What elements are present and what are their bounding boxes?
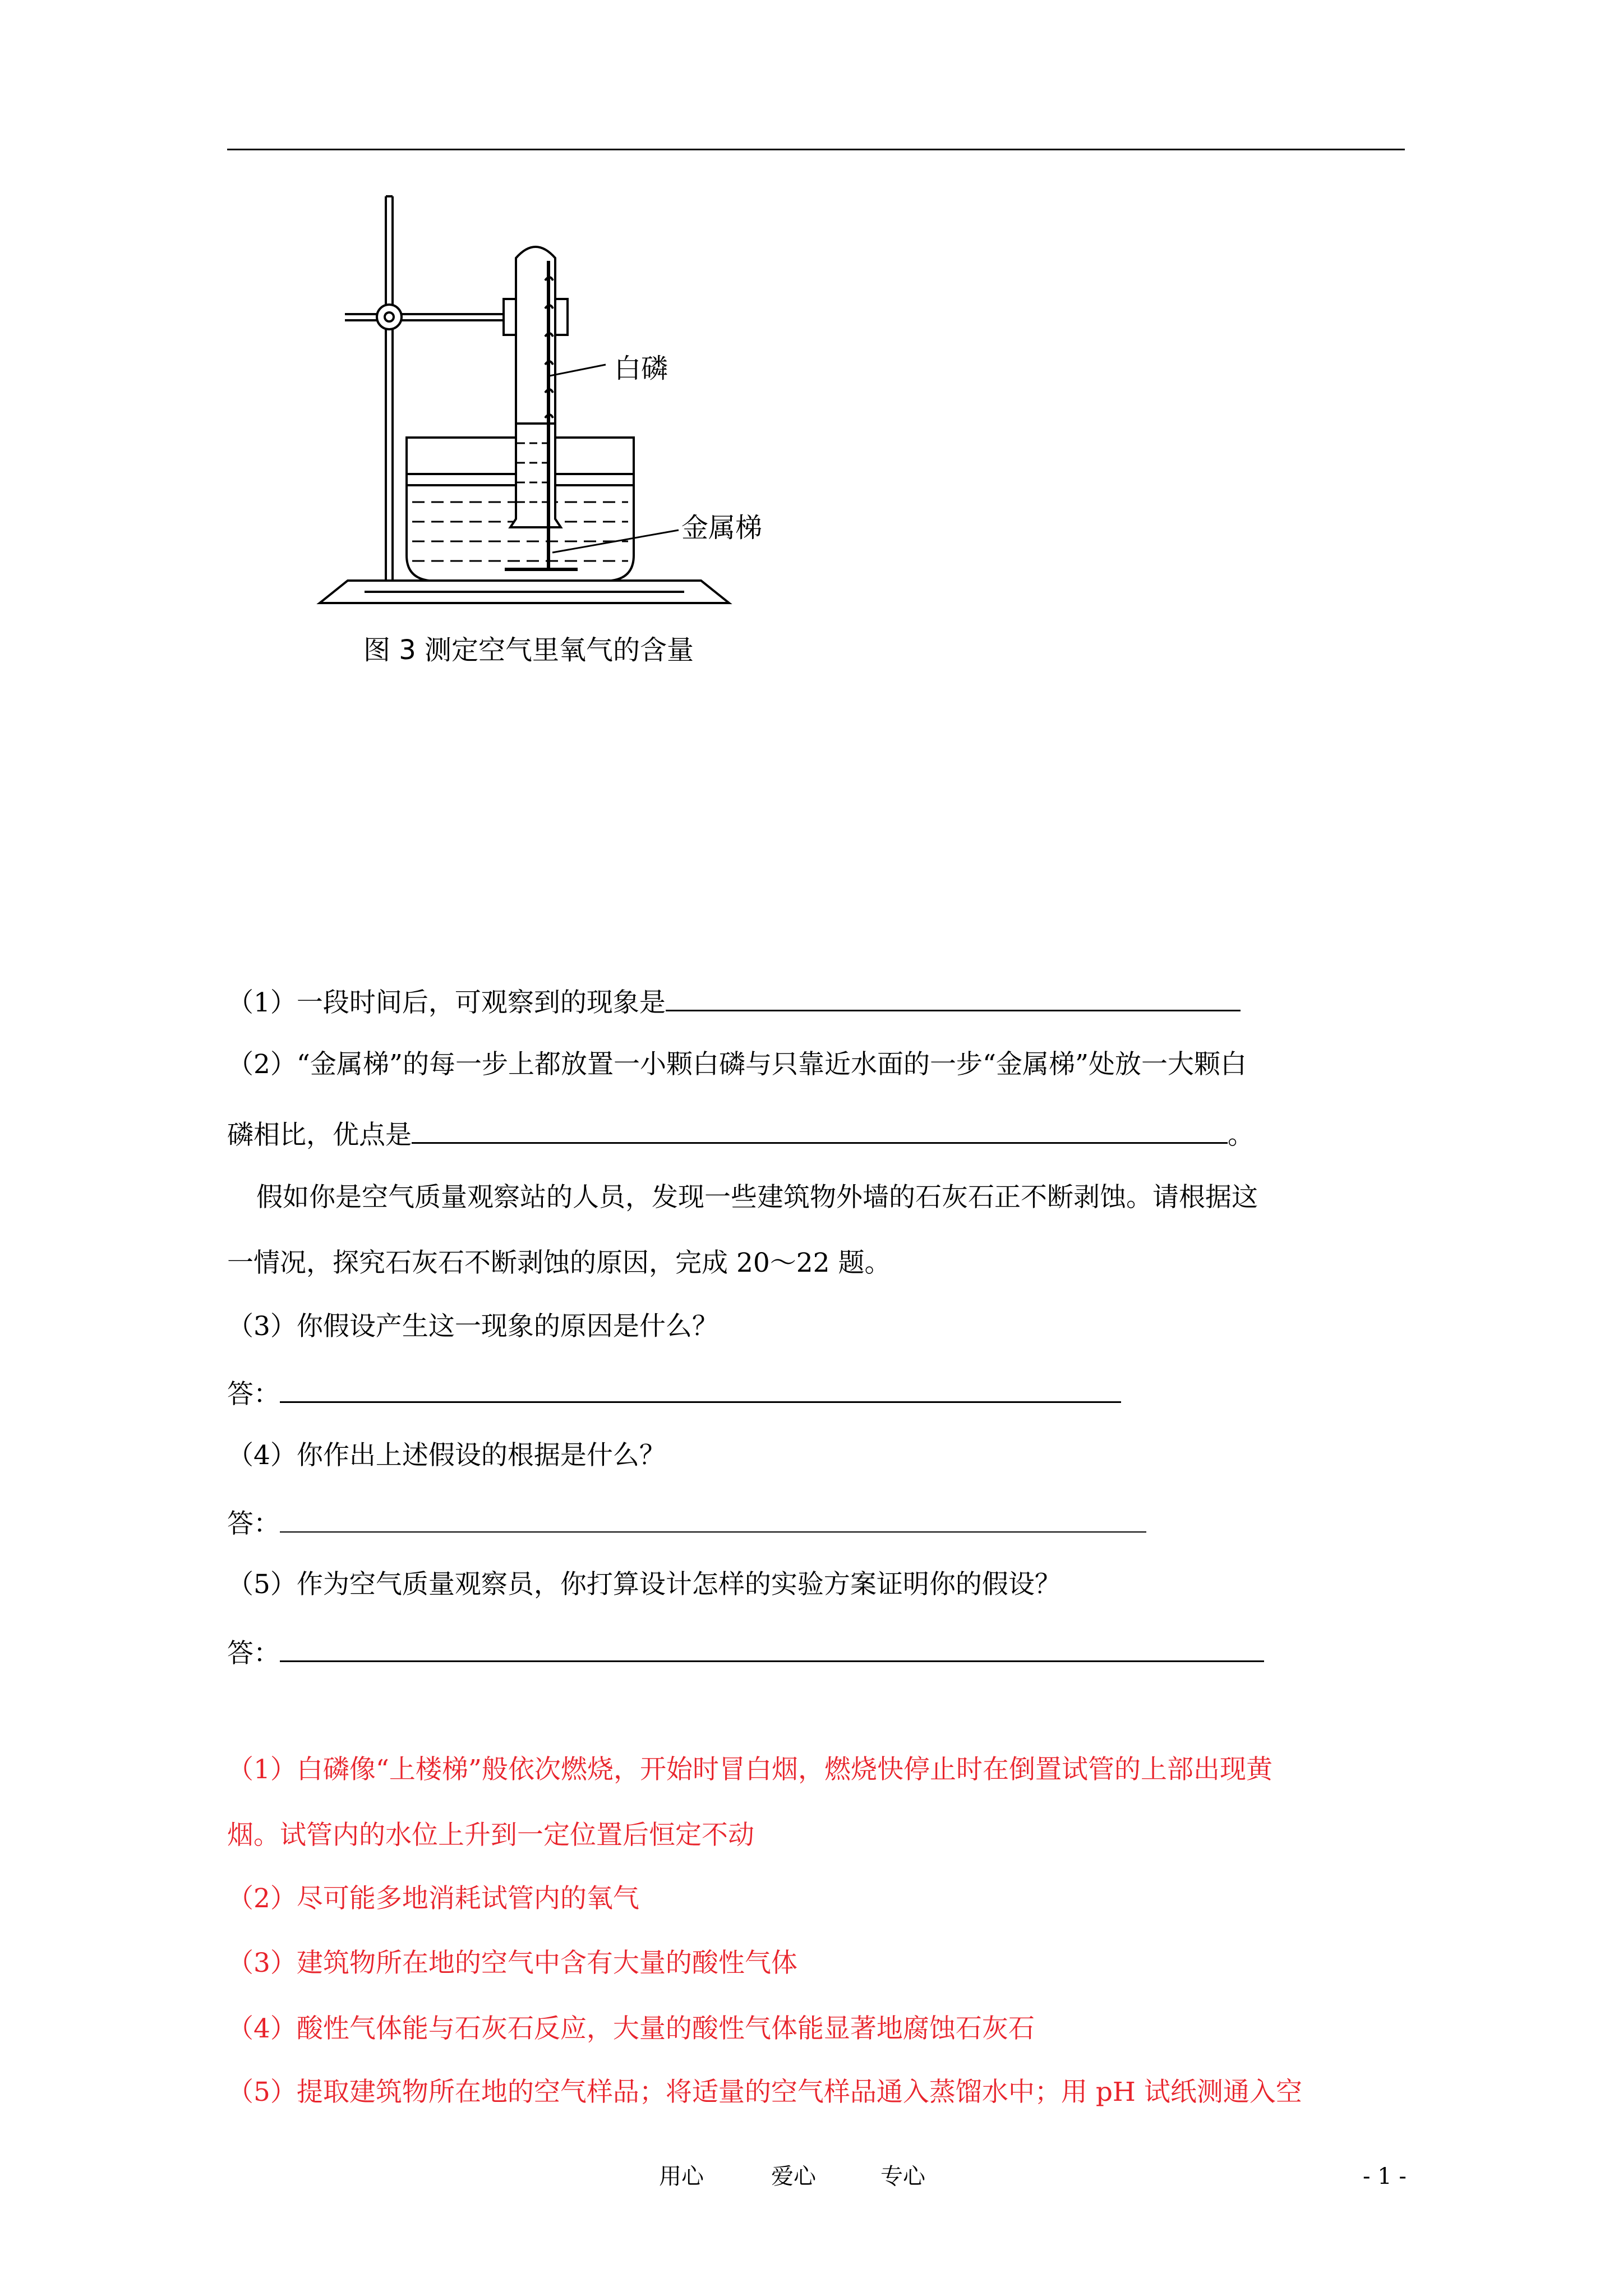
footer-item-3: 专心	[880, 2164, 925, 2189]
question-3: （3）你假设产生这一现象的原因是什么？	[227, 1311, 718, 1342]
question-4-answer-prefix: 答：	[227, 1508, 280, 1539]
question-1-blank[interactable]	[666, 983, 1241, 1011]
question-3-answer-blank[interactable]	[280, 1374, 1121, 1403]
question-4-answer	[227, 1504, 1146, 1541]
question-2-line1: （2）“金属梯”的每一步上都放置一小颗白磷与只靠近水面的一步“金属梯”处放一大颗白	[227, 1049, 1247, 1080]
figure-caption: 图 3 测定空气里氧气的含量	[363, 634, 694, 666]
question-2-line2	[227, 1115, 1254, 1152]
question-1-text: （1）一段时间后，可观察到的现象是	[227, 987, 666, 1018]
figure-label-ladder: 金属梯	[681, 512, 763, 544]
question-5-answer	[227, 1634, 1264, 1671]
answer-3: （3）建筑物所在地的空气中含有大量的酸性气体	[227, 1948, 797, 1978]
intro-line1: 假如你是空气质量观察站的人员，发现一些建筑物外墙的石灰石正不断剥蚀。请根据这	[256, 1182, 1258, 1213]
question-5-answer-prefix: 答：	[227, 1638, 280, 1669]
answer-5: （5）提取建筑物所在地的空气样品；将适量的空气样品通入蒸馏水中；用 pH 试纸测通入空	[227, 2077, 1302, 2108]
question-1	[227, 983, 1241, 1020]
figure-label-phosphorus: 白磷	[614, 353, 668, 384]
answer-1-line2: 烟。试管内的水位上升到一定位置后恒定不动	[227, 1820, 754, 1851]
question-3-answer-prefix: 答：	[227, 1379, 280, 1410]
question-2-text: 磷相比，优点是	[227, 1120, 412, 1151]
page-number: - 1 -	[1363, 2164, 1407, 2189]
question-5: （5）作为空气质量观察员，你打算设计怎样的实验方案证明你的假设？	[227, 1569, 1061, 1600]
answer-1-line1: （1）白磷像“上楼梯”般依次燃烧，开始时冒白烟，燃烧快停止时在倒置试管的上部出现黄	[227, 1754, 1272, 1785]
question-2-end: 。	[1228, 1120, 1254, 1151]
question-5-answer-blank[interactable]	[280, 1634, 1264, 1662]
answer-2: （2）尽可能多地消耗试管内的氧气	[227, 1883, 639, 1914]
question-4: （4）你作出上述假设的根据是什么？	[227, 1440, 666, 1471]
header-rule	[227, 149, 1405, 150]
intro-line2: 一情况，探究石灰石不断剥蚀的原因，完成 20～22 题。	[227, 1248, 891, 1278]
question-2-blank[interactable]	[412, 1115, 1228, 1144]
footer-item-2: 爱心	[771, 2164, 816, 2189]
answer-4: （4）酸性气体能与石灰石反应，大量的酸性气体能显著地腐蚀石灰石	[227, 2013, 1035, 2044]
question-4-answer-blank[interactable]	[280, 1504, 1146, 1533]
apparatus-figure	[314, 188, 763, 614]
footer-item-1: 用心	[659, 2164, 704, 2189]
question-3-answer	[227, 1374, 1121, 1411]
